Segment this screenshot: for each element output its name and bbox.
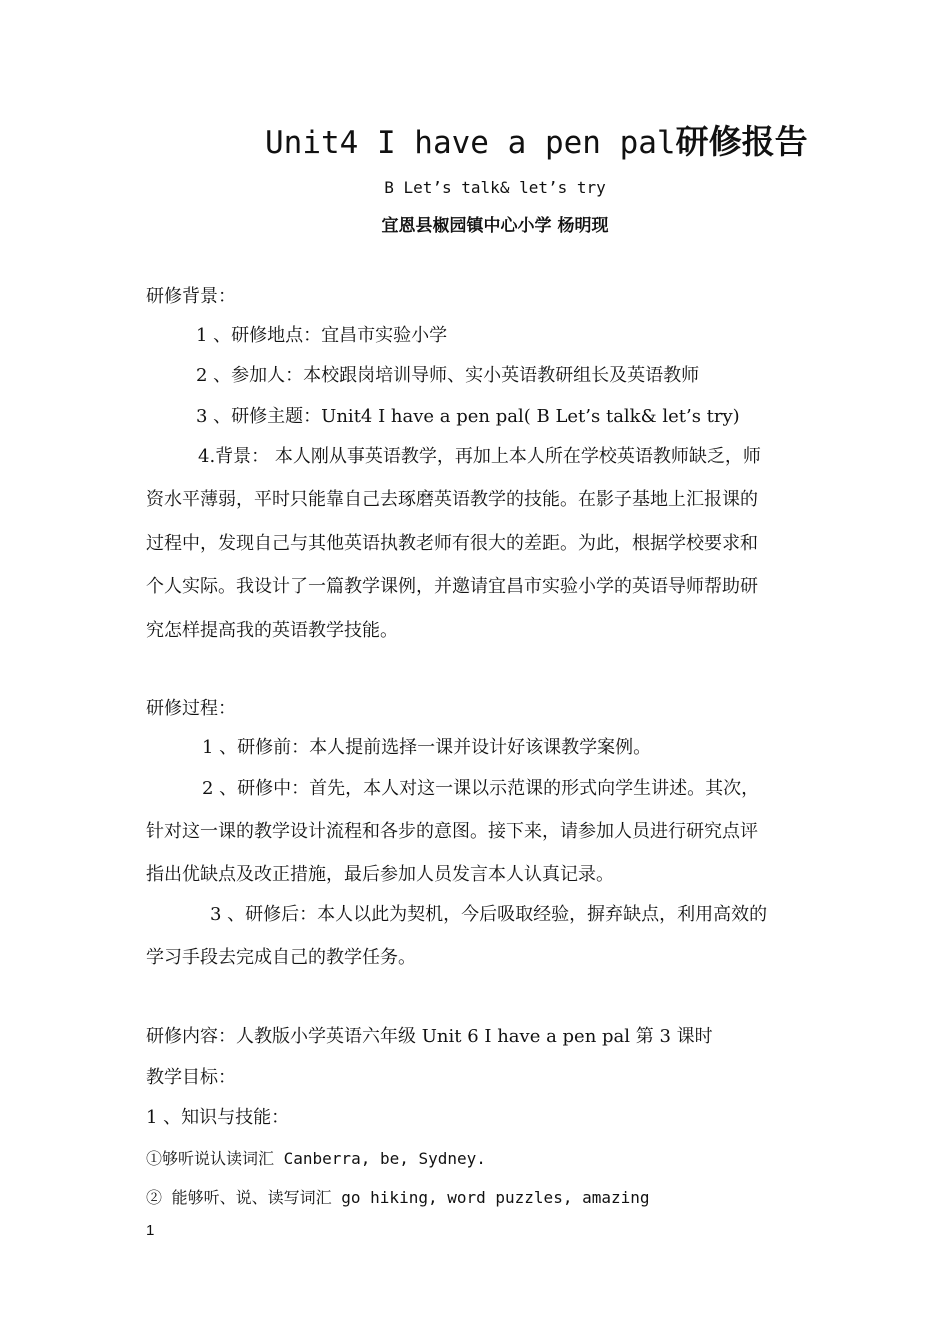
goal-sub-item-1: ①够听说认读词汇 Canberra, be, Sydney. (146, 1149, 486, 1168)
background-item-4-line: 4.背景： 本人刚从事英语教学，再加上本人所在学校英语教师缺乏，师 (198, 446, 761, 467)
author-line: 宜恩县椒园镇中心小学 杨明现 (381, 216, 609, 236)
content-line: 研修内容：人教版小学英语六年级 Unit 6 I have a pen pal 第 3 课时 (146, 1026, 713, 1047)
title-latin: Unit4 I have a pen pal (265, 125, 676, 161)
process-item-3-line: 3 、研修后：本人以此为契机，今后吸取经验，摒弃缺点，利用高效的 (210, 904, 768, 925)
process-heading: 研修过程： (146, 698, 236, 719)
process-item-3-line: 学习手段去完成自己的教学任务。 (146, 947, 416, 968)
background-item-4-line: 资水平薄弱，平时只能靠自己去琢磨英语教学的技能。在影子基地上汇报课的 (146, 489, 758, 510)
background-heading: 研修背景： (146, 286, 236, 307)
process-item-1: 1 、研修前：本人提前选择一课并设计好该课教学案例。 (202, 737, 652, 758)
background-item-4-line: 个人实际。我设计了一篇教学课例，并邀请宜昌市实验小学的英语导师帮助研 (146, 576, 758, 597)
process-item-2-line: 针对这一课的教学设计流程和各步的意图。接下来，请参加人员进行研究点评 (146, 821, 758, 842)
goals-heading: 教学目标： (146, 1067, 236, 1088)
goal-sub-item-2: ② 能够听、说、读写词汇 go hiking, word puzzles, amazing (146, 1188, 650, 1207)
goal-item-1: 1 、知识与技能： (146, 1107, 290, 1128)
background-item-1: 1 、研修地点：宜昌市实验小学 (196, 325, 448, 346)
background-item-4-line: 过程中，发现自己与其他英语执教老师有很大的差距。为此，根据学校要求和 (146, 533, 758, 554)
process-item-2-line: 2 、研修中：首先，本人对这一课以示范课的形式向学生讲述。其次， (202, 778, 760, 799)
process-item-2-line: 指出优缺点及改正措施，最后参加人员发言本人认真记录。 (146, 864, 614, 885)
background-item-4-line: 究怎样提高我的英语教学技能。 (146, 620, 398, 641)
page-title (265, 122, 808, 163)
background-item-3: 3 、研修主题：Unit4 I have a pen pal( B Let’s talk& let’s try) (196, 406, 740, 427)
subtitle: B Let’s talk& let’s try (384, 178, 606, 197)
title-chinese: 研修报告 (675, 122, 808, 161)
background-item-2: 2 、参加人：本校跟岗培训导师、实小英语教研组长及英语教师 (196, 365, 700, 386)
page-number: 1 (146, 1222, 155, 1239)
